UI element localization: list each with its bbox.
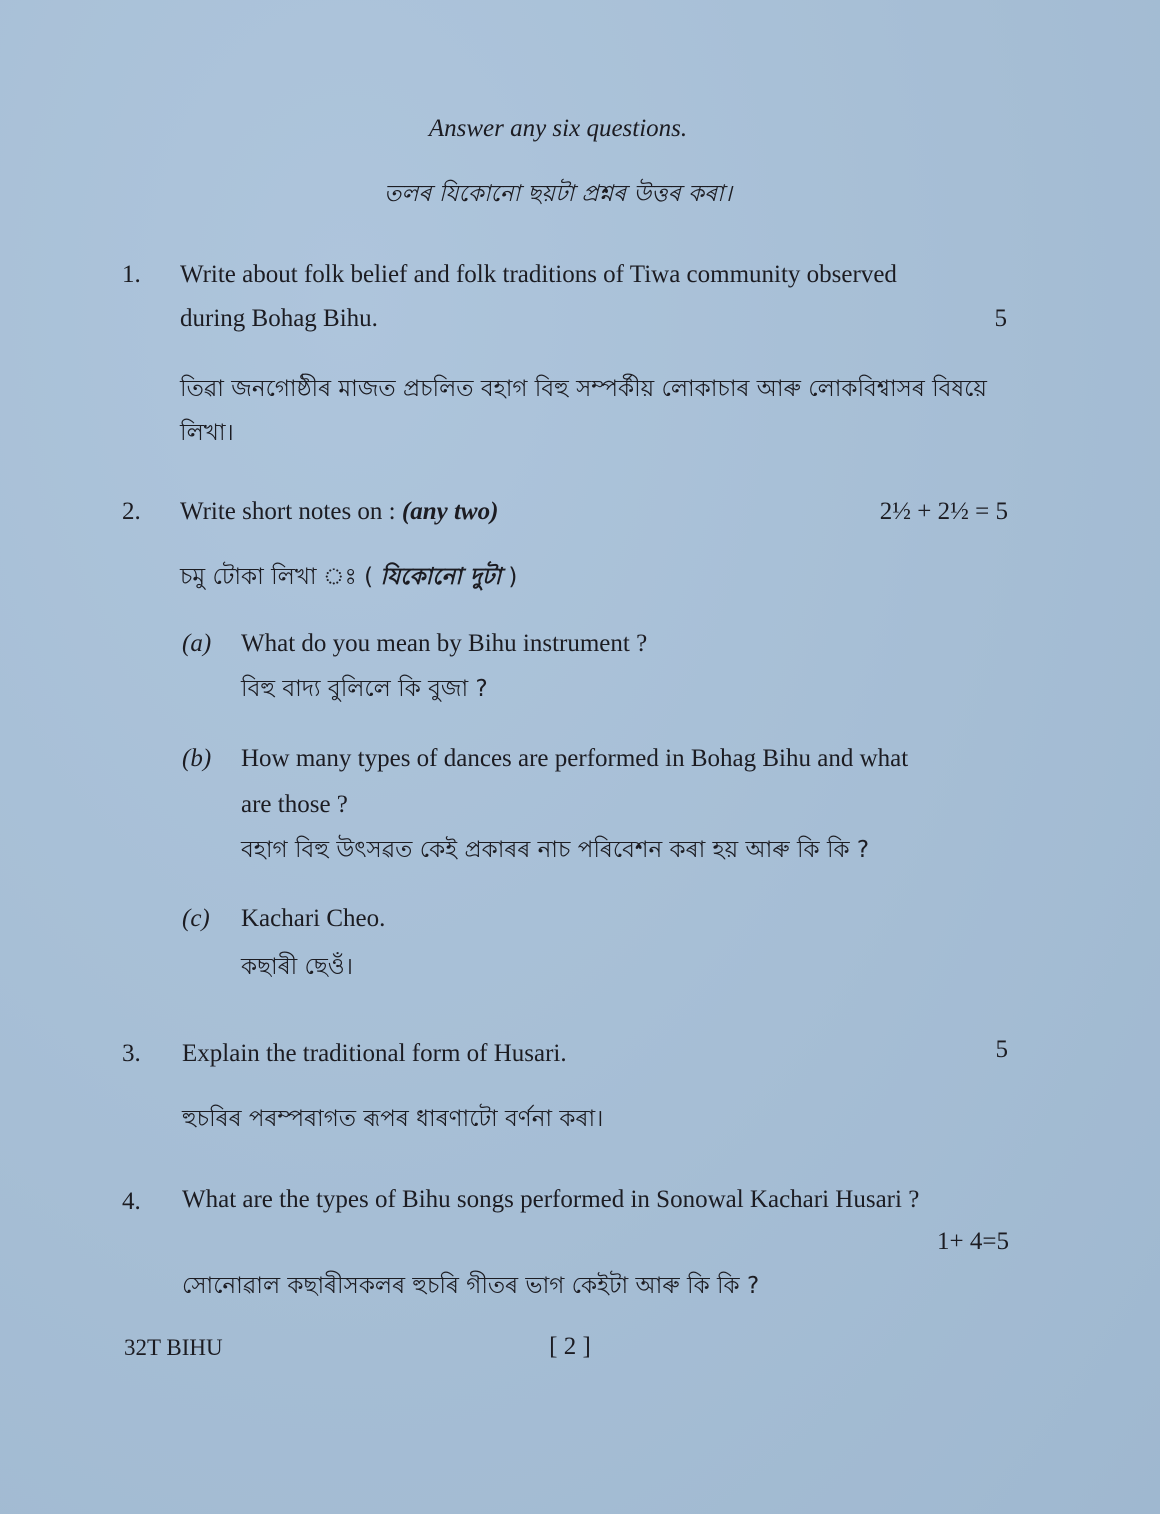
question-1-marks: 5 <box>994 305 1007 332</box>
question-4-text: What are the types of Bihu songs performed in Sonowal Kachari Husari ? <box>182 1186 920 1213</box>
paper-code: 32T BIHU <box>124 1335 223 1360</box>
part-b-text-line1: How many types of dances are performed in Bohag Bihu and what <box>241 745 909 772</box>
question-1-number: 1. <box>122 261 141 288</box>
question-1-text-line2: during Bohag Bihu. <box>180 305 378 332</box>
question-2-marks: 2½ + 2½ = 5 <box>879 498 1008 525</box>
question-3-assamese: হুচৰিৰ পৰম্পৰাগত ৰূপৰ ধাৰণাটো বৰ্ণনা কৰা। <box>182 1106 604 1132</box>
question-2-text: Write short notes on : (any two) <box>180 498 499 525</box>
page-number: [ 2 ] <box>549 1333 591 1360</box>
question-4-marks: 1+ 4=5 <box>937 1228 1009 1255</box>
question-1-text-line1: Write about folk belief and folk traditions of Tiwa community observed <box>180 261 897 288</box>
part-a-label: (a) <box>182 630 212 657</box>
instruction-english: Answer any six questions. <box>428 115 688 142</box>
part-a-text: What do you mean by Bihu instrument ? <box>241 630 648 657</box>
question-4-assamese: সোনোৱাল কছাৰীসকলৰ হুচৰি গীতৰ ভাগ কেইটা আৰু কি কি ? <box>182 1273 760 1299</box>
part-b-text-line2: are those ? <box>241 791 348 818</box>
question-3-text: Explain the traditional form of Husari. <box>182 1040 567 1067</box>
question-3-marks: 5 <box>995 1036 1008 1063</box>
question-1-assamese-line2: লিখা। <box>180 420 234 446</box>
part-c-label: (c) <box>182 905 210 932</box>
question-1-assamese-line1: তিৱা জনগোষ্ঠীৰ মাজত প্ৰচলিত বহাগ বিহু সম্পৰ্কীয় লোকাচাৰ আৰু লোকবিশ্বাসৰ বিষয়ে <box>180 376 987 402</box>
instruction-assamese: তলৰ যিকোনো ছয়টা প্ৰশ্নৰ উত্তৰ কৰা। <box>384 181 732 207</box>
part-c-text: Kachari Cheo. <box>241 905 386 932</box>
part-b-assamese: বহাগ বিহু উৎসৱত কেই প্ৰকাৰৰ নাচ পৰিবেশন কৰা হয় আৰু কি কি ? <box>241 837 870 863</box>
question-2-assamese: চমু টোকা লিখা ঃ ( যিকোনো দুটা ) <box>180 564 518 590</box>
question-2-number: 2. <box>122 498 141 525</box>
question-4-number: 4. <box>122 1188 141 1215</box>
part-c-assamese: কছাৰী ছেওঁ। <box>241 954 353 980</box>
part-b-label: (b) <box>182 745 212 772</box>
question-3-number: 3. <box>122 1040 141 1067</box>
part-a-assamese: বিহু বাদ্য বুলিলে কি বুজা ? <box>241 676 488 702</box>
